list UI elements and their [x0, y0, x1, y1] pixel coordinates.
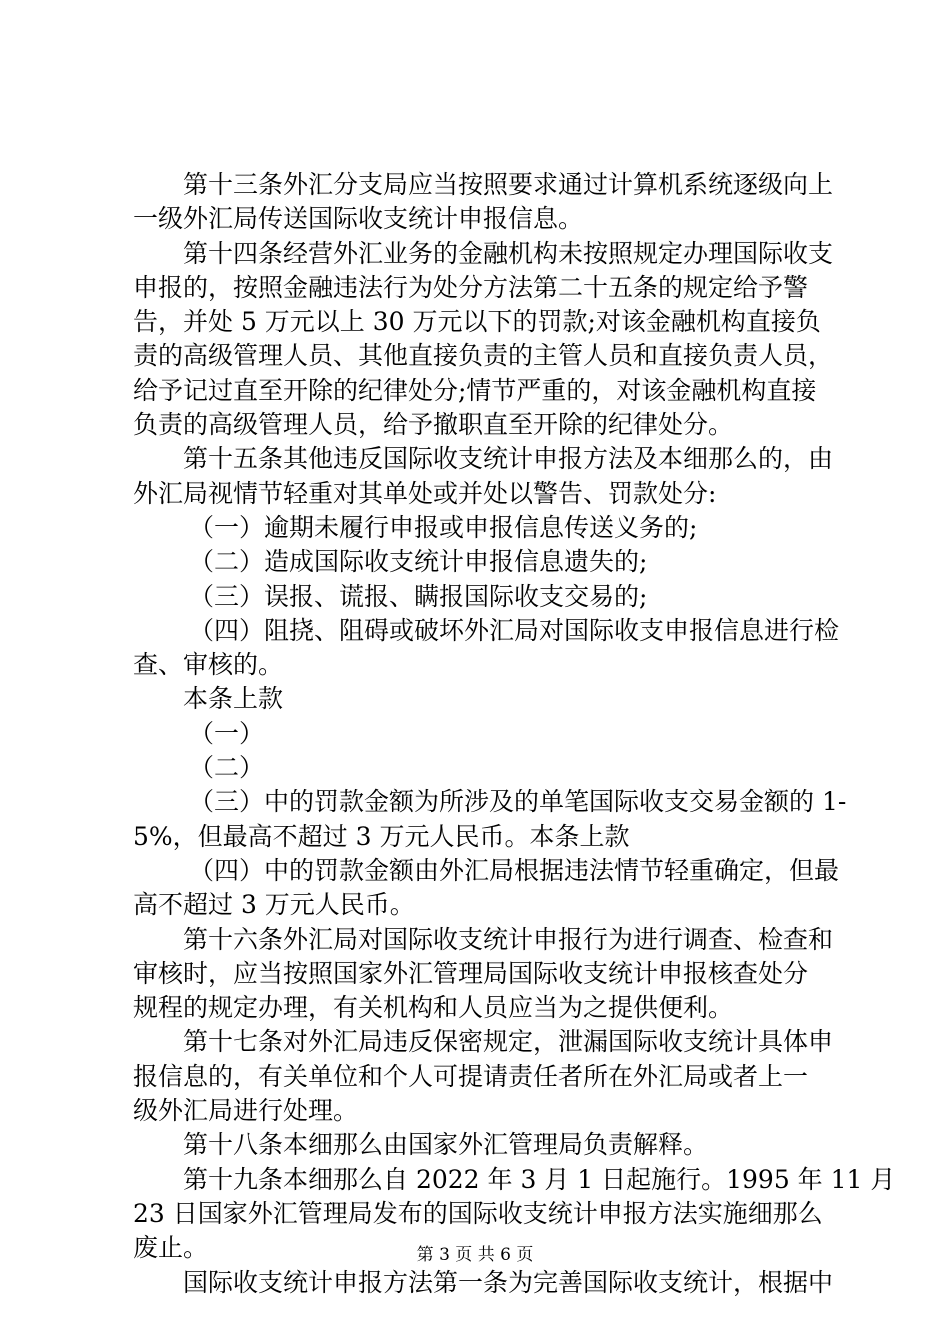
text-line: （四）阻挠、阻碍或破坏外汇局对国际收支申报信息进行检 [189, 615, 840, 645]
text-line: （二）造成国际收支统计申报信息遗失的; [189, 547, 648, 577]
text-line: 负责的高级管理人员，给予撤职直至开除的纪律处分。 [133, 410, 734, 440]
text-line: 第十九条本细那么自 2022 年 3 月 1 日起施行。1995 年 11 月 [183, 1164, 896, 1194]
text-line: 废止。 [133, 1233, 209, 1263]
text-line: 责的高级管理人员、其他直接负责的主管人员和直接负责人员， [133, 341, 834, 371]
text-line: 级外汇局进行处理。 [133, 1096, 359, 1126]
text-line: 本条上款 [183, 684, 284, 714]
text-line: 国际收支统计申报方法第一条为完善国际收支统计，根据中 [183, 1267, 834, 1297]
page-footer [0, 1244, 950, 1266]
text-line: 申报的，按照金融违法行为处分方法第二十五条的规定给予警 [133, 272, 809, 302]
text-line: 给予记过直至开除的纪律处分;情节严重的，对该金融机构直接 [133, 375, 817, 405]
text-line: （三）误报、谎报、瞒报国际收支交易的; [189, 581, 648, 611]
text-line: 查、审核的。 [133, 650, 284, 680]
text-line: 第十八条本细那么由国家外汇管理局负责解释。 [183, 1130, 709, 1160]
text-line: （一） [189, 718, 265, 748]
text-line: （四）中的罚款金额由外汇局根据违法情节轻重确定，但最 [189, 855, 840, 885]
document-body [133, 168, 896, 1300]
text-line: 规程的规定办理，有关机构和人员应当为之提供便利。 [133, 993, 734, 1023]
text-line: 第十六条外汇局对国际收支统计申报行为进行调查、检查和 [183, 924, 834, 954]
text-line: 审核时，应当按照国家外汇管理局国际收支统计申报核查处分 [133, 958, 809, 988]
text-line: 第十四条经营外汇业务的金融机构未按照规定办理国际收支 [183, 238, 834, 268]
text-line: 外汇局视情节轻重对其单处或并处以警告、罚款处分: [133, 478, 717, 508]
text-line: （三）中的罚款金额为所涉及的单笔国际收支交易金额的 1- [189, 787, 847, 817]
text-line: 第十三条外汇分支局应当按照要求通过计算机系统逐级向上 [183, 170, 834, 199]
text-line: 23 日国家外汇管理局发布的国际收支统计申报方法实施细那么 [133, 1198, 823, 1228]
text-line: 第十七条对外汇局违反保密规定，泄漏国际收支统计具体申 [183, 1027, 834, 1057]
text-line: 第十五条其他违反国际收支统计申报方法及本细那么的，由 [183, 444, 834, 474]
text-line: 告，并处 5 万元以上 30 万元以下的罚款;对该金融机构直接负 [133, 307, 821, 337]
text-line: （一）逾期未履行申报或申报信息传送义务的; [189, 512, 698, 542]
text-line: 一级外汇局传送国际收支统计申报信息。 [133, 204, 584, 234]
text-line: （二） [189, 753, 265, 783]
text-line: 报信息的，有关单位和个人可提请责任者所在外汇局或者上一 [133, 1061, 809, 1091]
page-number-label: 第 3 页 共 6 页 [416, 1245, 534, 1265]
text-line: 5%，但最高不超过 3 万元人民币。本条上款 [133, 821, 630, 851]
text-line: 高不超过 3 万元人民币。 [133, 890, 415, 920]
